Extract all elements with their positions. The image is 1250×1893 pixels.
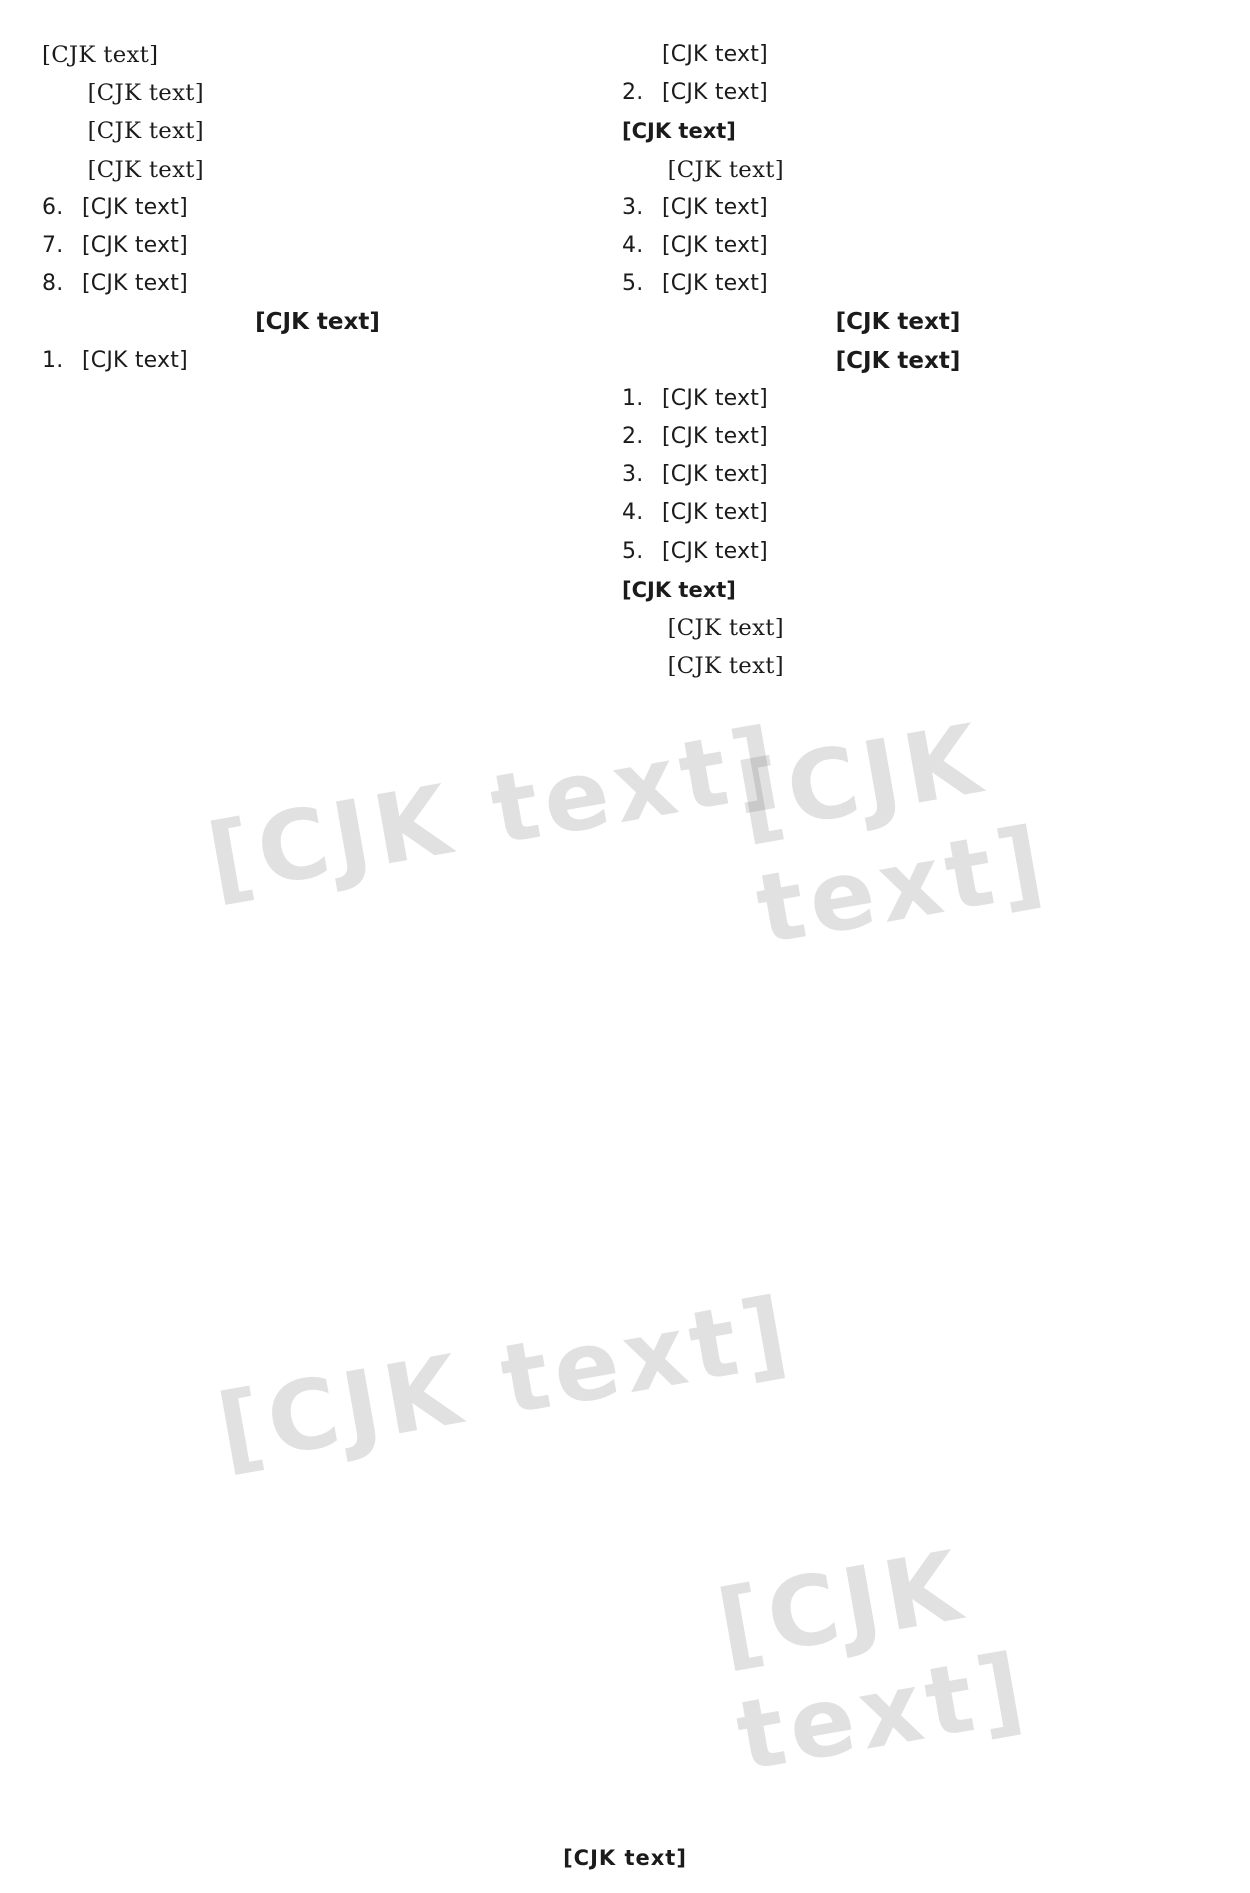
item-number: 3. bbox=[622, 462, 644, 488]
item-number: 3. bbox=[622, 194, 644, 220]
item-text: [CJK text] bbox=[662, 42, 768, 67]
item-text: [CJK text] bbox=[662, 385, 768, 411]
watermark: [CJK text] bbox=[209, 1275, 801, 1487]
extension-item-5 bbox=[622, 265, 1174, 303]
unit-heading: [CJK text] bbox=[835, 309, 961, 336]
item-number: 8. bbox=[42, 271, 64, 297]
extension-item-1-continued bbox=[622, 36, 1174, 74]
answer-item-7 bbox=[42, 227, 593, 265]
watermark: [CJK text] bbox=[729, 702, 1057, 967]
item-number: 2. bbox=[622, 424, 644, 450]
item-number: 6. bbox=[42, 194, 64, 220]
story-paragraph: [CJK text] bbox=[87, 118, 204, 145]
practice-heading: [CJK text] bbox=[835, 347, 961, 374]
item-text: [CJK text] bbox=[82, 271, 188, 297]
item-number: 5. bbox=[622, 271, 644, 297]
item-text: [CJK text] bbox=[82, 233, 188, 259]
left-column bbox=[42, 36, 593, 380]
watermark: [CJK text] bbox=[199, 705, 791, 917]
watermark: [CJK text] bbox=[709, 1529, 1037, 1793]
item-number: 1. bbox=[622, 385, 644, 411]
basic-item-5 bbox=[622, 533, 1174, 571]
story-paragraph: [CJK text] bbox=[87, 156, 204, 183]
extension-item-3 bbox=[622, 189, 1174, 227]
item-number: 4. bbox=[622, 233, 644, 259]
answer-item-8 bbox=[42, 265, 593, 303]
basic-item-4 bbox=[622, 494, 1174, 532]
item-text: [CJK text] bbox=[82, 194, 188, 220]
item-number: 4. bbox=[622, 500, 644, 526]
item-text: [CJK text] bbox=[662, 500, 768, 526]
page-footer: [CJK text] bbox=[563, 1846, 687, 1870]
poem-meaning-text: [CJK text] bbox=[667, 156, 784, 183]
item-text: [CJK text] bbox=[662, 424, 768, 450]
item-text: [CJK text] bbox=[662, 80, 768, 106]
right-column bbox=[622, 36, 1174, 685]
item-text: [CJK text] bbox=[82, 347, 188, 373]
item-number: 1. bbox=[42, 347, 64, 373]
answer-item-6 bbox=[42, 189, 593, 227]
extension-item-4 bbox=[622, 227, 1174, 265]
translation-label: [CJK text] bbox=[622, 577, 736, 602]
item-text: [CJK text] bbox=[662, 271, 768, 297]
story-paragraph: [CJK text] bbox=[42, 42, 159, 68]
item-text: [CJK text] bbox=[662, 194, 768, 220]
item-number: 5. bbox=[622, 538, 644, 564]
translation-paragraph: [CJK text] bbox=[667, 653, 784, 680]
item-text: [CJK text] bbox=[662, 462, 768, 488]
item-number: 7. bbox=[42, 233, 64, 259]
item-text: [CJK text] bbox=[662, 233, 768, 259]
item-text: [CJK text] bbox=[662, 538, 768, 564]
basic-item-3 bbox=[622, 456, 1174, 494]
basic-item-2 bbox=[622, 418, 1174, 456]
extension-item-1 bbox=[42, 342, 593, 380]
translation-paragraph: [CJK text] bbox=[667, 615, 784, 642]
story-paragraph: [CJK text] bbox=[87, 80, 204, 107]
basic-item-1 bbox=[622, 380, 1174, 418]
item-number: 2. bbox=[622, 80, 644, 106]
section-heading-extension-10: [CJK text] bbox=[255, 309, 380, 336]
poem-meaning-label: [CJK text] bbox=[622, 119, 736, 144]
extension-item-2 bbox=[622, 74, 1174, 112]
